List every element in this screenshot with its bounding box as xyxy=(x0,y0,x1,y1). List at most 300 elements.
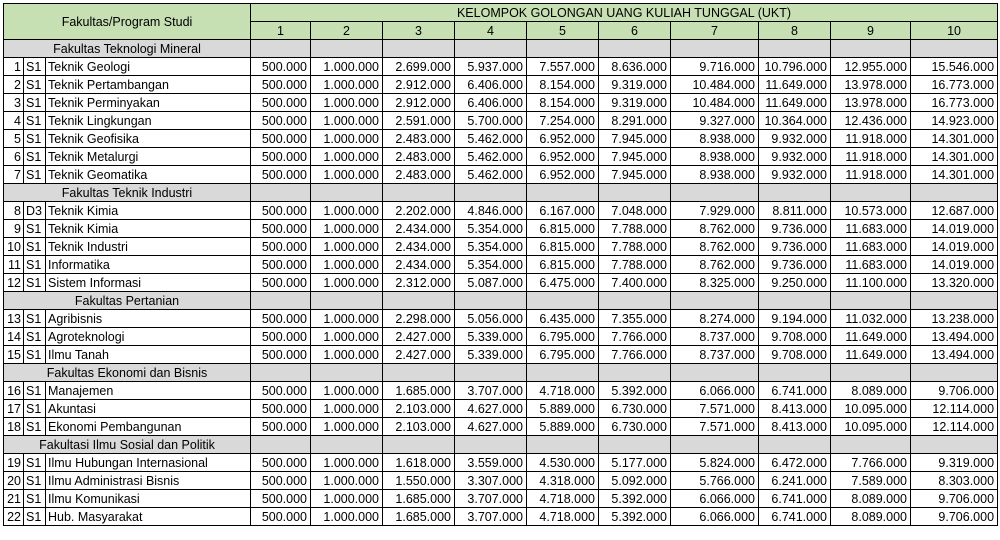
ukt-amount: 8.737.000 xyxy=(671,346,759,364)
ukt-amount: 6.406.000 xyxy=(455,94,527,112)
row-number: 18 xyxy=(4,418,24,436)
table-row xyxy=(4,238,998,256)
ukt-amount: 11.649.000 xyxy=(759,76,831,94)
empty-cell xyxy=(311,436,383,454)
ukt-amount: 6.730.000 xyxy=(599,418,671,436)
ukt-amount: 1.000.000 xyxy=(311,346,383,364)
ukt-amount: 1.000.000 xyxy=(311,166,383,184)
faculty-title: Fakultas Teknik Industri xyxy=(4,184,251,202)
ukt-amount: 500.000 xyxy=(251,418,311,436)
ukt-amount: 6.795.000 xyxy=(527,328,599,346)
faculty-section-row xyxy=(4,292,998,310)
empty-cell xyxy=(759,184,831,202)
ukt-amount: 12.687.000 xyxy=(911,202,998,220)
table-row xyxy=(4,346,998,364)
empty-cell xyxy=(251,436,311,454)
row-number: 19 xyxy=(4,454,24,472)
ukt-group-header: 8 xyxy=(759,22,831,40)
ukt-amount: 9.708.000 xyxy=(759,328,831,346)
program-name: Ilmu Komunikasi xyxy=(46,490,251,508)
ukt-amount: 2.202.000 xyxy=(383,202,455,220)
ukt-amount: 6.952.000 xyxy=(527,130,599,148)
ukt-amount: 5.092.000 xyxy=(599,472,671,490)
row-number: 14 xyxy=(4,328,24,346)
ukt-amount: 6.066.000 xyxy=(671,490,759,508)
program-name: Teknik Perminyakan xyxy=(46,94,251,112)
ukt-amount: 12.436.000 xyxy=(831,112,911,130)
program-level: S1 xyxy=(24,58,46,76)
row-number: 5 xyxy=(4,130,24,148)
ukt-amount: 14.019.000 xyxy=(911,220,998,238)
faculty-section-row xyxy=(4,184,998,202)
row-number: 10 xyxy=(4,238,24,256)
empty-cell xyxy=(383,436,455,454)
ukt-amount: 6.952.000 xyxy=(527,166,599,184)
empty-cell xyxy=(455,40,527,58)
row-number: 13 xyxy=(4,310,24,328)
empty-cell xyxy=(527,40,599,58)
empty-cell xyxy=(455,292,527,310)
ukt-amount: 9.327.000 xyxy=(671,112,759,130)
ukt-amount: 500.000 xyxy=(251,76,311,94)
ukt-group-title: KELOMPOK GOLONGAN UANG KULIAH TUNGGAL (UKT) xyxy=(251,4,998,22)
ukt-amount: 1.000.000 xyxy=(311,400,383,418)
ukt-amount: 11.032.000 xyxy=(831,310,911,328)
ukt-amount: 7.929.000 xyxy=(671,202,759,220)
ukt-amount: 2.483.000 xyxy=(383,130,455,148)
ukt-amount: 7.945.000 xyxy=(599,130,671,148)
ukt-amount: 500.000 xyxy=(251,238,311,256)
ukt-amount: 1.685.000 xyxy=(383,382,455,400)
faculty-title: Fakultas Pertanian xyxy=(4,292,251,310)
ukt-amount: 1.000.000 xyxy=(311,58,383,76)
ukt-amount: 4.627.000 xyxy=(455,400,527,418)
ukt-amount: 6.795.000 xyxy=(527,346,599,364)
faculty-title: Fakultas Ekonomi dan Bisnis xyxy=(4,364,251,382)
empty-cell xyxy=(831,40,911,58)
ukt-amount: 1.000.000 xyxy=(311,382,383,400)
empty-cell xyxy=(671,40,759,58)
ukt-amount: 11.100.000 xyxy=(831,274,911,292)
ukt-amount: 500.000 xyxy=(251,454,311,472)
row-number: 1 xyxy=(4,58,24,76)
table-row xyxy=(4,472,998,490)
ukt-amount: 1.000.000 xyxy=(311,112,383,130)
ukt-amount: 5.056.000 xyxy=(455,310,527,328)
ukt-amount: 10.573.000 xyxy=(831,202,911,220)
ukt-amount: 7.788.000 xyxy=(599,256,671,274)
empty-cell xyxy=(911,40,998,58)
program-name: Akuntasi xyxy=(46,400,251,418)
program-level: S1 xyxy=(24,472,46,490)
ukt-amount: 500.000 xyxy=(251,130,311,148)
ukt-amount: 1.000.000 xyxy=(311,130,383,148)
ukt-amount: 7.557.000 xyxy=(527,58,599,76)
ukt-amount: 11.683.000 xyxy=(831,238,911,256)
ukt-amount: 1.000.000 xyxy=(311,328,383,346)
ukt-amount: 16.773.000 xyxy=(911,94,998,112)
ukt-amount: 4.846.000 xyxy=(455,202,527,220)
empty-cell xyxy=(671,364,759,382)
row-number: 4 xyxy=(4,112,24,130)
ukt-amount: 1.000.000 xyxy=(311,454,383,472)
program-level: S1 xyxy=(24,130,46,148)
program-name: Teknik Lingkungan xyxy=(46,112,251,130)
ukt-amount: 1.000.000 xyxy=(311,238,383,256)
ukt-amount: 16.773.000 xyxy=(911,76,998,94)
empty-cell xyxy=(383,292,455,310)
table-row xyxy=(4,94,998,112)
ukt-amount: 500.000 xyxy=(251,220,311,238)
ukt-amount: 1.685.000 xyxy=(383,490,455,508)
ukt-amount: 4.718.000 xyxy=(527,382,599,400)
program-level: S1 xyxy=(24,256,46,274)
ukt-amount: 500.000 xyxy=(251,400,311,418)
empty-cell xyxy=(527,364,599,382)
ukt-amount: 2.427.000 xyxy=(383,346,455,364)
ukt-amount: 6.741.000 xyxy=(759,508,831,526)
program-name: Hub. Masyarakat xyxy=(46,508,251,526)
table-row xyxy=(4,328,998,346)
ukt-amount: 8.089.000 xyxy=(831,382,911,400)
ukt-amount: 4.627.000 xyxy=(455,418,527,436)
row-number: 8 xyxy=(4,202,24,220)
row-number: 3 xyxy=(4,94,24,112)
empty-cell xyxy=(831,364,911,382)
ukt-amount: 1.000.000 xyxy=(311,202,383,220)
program-level: S1 xyxy=(24,418,46,436)
program-name: Teknik Metalurgi xyxy=(46,148,251,166)
ukt-amount: 9.708.000 xyxy=(759,346,831,364)
ukt-amount: 7.589.000 xyxy=(831,472,911,490)
ukt-amount: 500.000 xyxy=(251,472,311,490)
ukt-amount: 1.550.000 xyxy=(383,472,455,490)
ukt-amount: 500.000 xyxy=(251,490,311,508)
empty-cell xyxy=(251,40,311,58)
row-number: 17 xyxy=(4,400,24,418)
program-level: D3 xyxy=(24,202,46,220)
ukt-amount: 5.339.000 xyxy=(455,328,527,346)
ukt-amount: 10.095.000 xyxy=(831,400,911,418)
row-number: 21 xyxy=(4,490,24,508)
program-level: S1 xyxy=(24,454,46,472)
program-name: Agribisnis xyxy=(46,310,251,328)
ukt-amount: 8.303.000 xyxy=(911,472,998,490)
ukt-amount: 2.912.000 xyxy=(383,76,455,94)
ukt-amount: 6.406.000 xyxy=(455,76,527,94)
ukt-amount: 14.019.000 xyxy=(911,256,998,274)
empty-cell xyxy=(671,184,759,202)
ukt-amount: 1.000.000 xyxy=(311,418,383,436)
program-name: Ekonomi Pembangunan xyxy=(46,418,251,436)
ukt-amount: 8.762.000 xyxy=(671,256,759,274)
ukt-amount: 7.945.000 xyxy=(599,166,671,184)
ukt-amount: 500.000 xyxy=(251,328,311,346)
ukt-amount: 1.000.000 xyxy=(311,256,383,274)
ukt-amount: 7.788.000 xyxy=(599,238,671,256)
empty-cell xyxy=(527,292,599,310)
ukt-amount: 3.559.000 xyxy=(455,454,527,472)
ukt-amount: 11.649.000 xyxy=(831,328,911,346)
ukt-amount: 11.649.000 xyxy=(831,346,911,364)
program-level: S1 xyxy=(24,382,46,400)
ukt-amount: 9.736.000 xyxy=(759,256,831,274)
ukt-amount: 8.938.000 xyxy=(671,166,759,184)
ukt-amount: 9.319.000 xyxy=(911,454,998,472)
ukt-amount: 13.494.000 xyxy=(911,346,998,364)
ukt-amount: 8.325.000 xyxy=(671,274,759,292)
ukt-amount: 9.736.000 xyxy=(759,238,831,256)
ukt-amount: 5.937.000 xyxy=(455,58,527,76)
ukt-amount: 1.000.000 xyxy=(311,472,383,490)
ukt-amount: 14.301.000 xyxy=(911,166,998,184)
ukt-amount: 6.472.000 xyxy=(759,454,831,472)
ukt-amount: 11.683.000 xyxy=(831,256,911,274)
ukt-amount: 8.291.000 xyxy=(599,112,671,130)
ukt-amount: 1.000.000 xyxy=(311,274,383,292)
ukt-amount: 9.194.000 xyxy=(759,310,831,328)
table-row xyxy=(4,256,998,274)
ukt-amount: 3.307.000 xyxy=(455,472,527,490)
ukt-amount: 8.636.000 xyxy=(599,58,671,76)
ukt-amount: 8.811.000 xyxy=(759,202,831,220)
ukt-amount: 2.483.000 xyxy=(383,148,455,166)
ukt-amount: 8.089.000 xyxy=(831,490,911,508)
ukt-amount: 9.932.000 xyxy=(759,148,831,166)
empty-cell xyxy=(311,364,383,382)
ukt-group-header: 2 xyxy=(311,22,383,40)
ukt-amount: 8.762.000 xyxy=(671,220,759,238)
program-level: S1 xyxy=(24,508,46,526)
ukt-amount: 2.103.000 xyxy=(383,400,455,418)
ukt-amount: 8.737.000 xyxy=(671,328,759,346)
row-number: 16 xyxy=(4,382,24,400)
ukt-amount: 500.000 xyxy=(251,382,311,400)
ukt-amount: 1.000.000 xyxy=(311,508,383,526)
ukt-amount: 1.000.000 xyxy=(311,94,383,112)
ukt-amount: 7.788.000 xyxy=(599,220,671,238)
ukt-amount: 2.434.000 xyxy=(383,256,455,274)
ukt-group-header: 10 xyxy=(911,22,998,40)
ukt-amount: 8.154.000 xyxy=(527,76,599,94)
ukt-amount: 4.318.000 xyxy=(527,472,599,490)
ukt-amount: 5.392.000 xyxy=(599,382,671,400)
table-row xyxy=(4,112,998,130)
ukt-amount: 10.484.000 xyxy=(671,94,759,112)
empty-cell xyxy=(671,292,759,310)
program-name: Ilmu Tanah xyxy=(46,346,251,364)
ukt-amount: 8.938.000 xyxy=(671,130,759,148)
ukt-amount: 12.114.000 xyxy=(911,418,998,436)
ukt-amount: 7.571.000 xyxy=(671,400,759,418)
faculty-section-row xyxy=(4,436,998,454)
ukt-amount: 5.354.000 xyxy=(455,256,527,274)
row-number: 9 xyxy=(4,220,24,238)
ukt-amount: 5.392.000 xyxy=(599,490,671,508)
program-level: S1 xyxy=(24,310,46,328)
empty-cell xyxy=(831,292,911,310)
ukt-amount: 7.766.000 xyxy=(831,454,911,472)
table-row xyxy=(4,274,998,292)
program-name: Teknik Kimia xyxy=(46,220,251,238)
row-number: 6 xyxy=(4,148,24,166)
empty-cell xyxy=(911,436,998,454)
ukt-amount: 13.978.000 xyxy=(831,94,911,112)
ukt-amount: 11.918.000 xyxy=(831,166,911,184)
ukt-amount: 8.762.000 xyxy=(671,238,759,256)
ukt-amount: 8.413.000 xyxy=(759,418,831,436)
ukt-amount: 1.000.000 xyxy=(311,148,383,166)
ukt-amount: 1.000.000 xyxy=(311,310,383,328)
ukt-amount: 6.475.000 xyxy=(527,274,599,292)
ukt-amount: 11.918.000 xyxy=(831,148,911,166)
ukt-group-header: 6 xyxy=(599,22,671,40)
table-row xyxy=(4,490,998,508)
ukt-amount: 9.319.000 xyxy=(599,76,671,94)
ukt-amount: 10.484.000 xyxy=(671,76,759,94)
ukt-amount: 5.354.000 xyxy=(455,220,527,238)
ukt-amount: 500.000 xyxy=(251,508,311,526)
ukt-amount: 14.019.000 xyxy=(911,238,998,256)
ukt-amount: 5.824.000 xyxy=(671,454,759,472)
ukt-amount: 10.095.000 xyxy=(831,418,911,436)
ukt-group-header: 5 xyxy=(527,22,599,40)
program-level: S1 xyxy=(24,328,46,346)
row-number: 22 xyxy=(4,508,24,526)
row-number: 12 xyxy=(4,274,24,292)
ukt-amount: 7.766.000 xyxy=(599,328,671,346)
ukt-amount: 4.718.000 xyxy=(527,490,599,508)
ukt-amount: 2.699.000 xyxy=(383,58,455,76)
empty-cell xyxy=(527,436,599,454)
empty-cell xyxy=(251,292,311,310)
ukt-amount: 500.000 xyxy=(251,202,311,220)
ukt-amount: 500.000 xyxy=(251,166,311,184)
empty-cell xyxy=(383,184,455,202)
program-level: S1 xyxy=(24,220,46,238)
empty-cell xyxy=(599,292,671,310)
ukt-amount: 11.918.000 xyxy=(831,130,911,148)
faculty-title: Fakultasi Ilmu Sosial dan Politik xyxy=(4,436,251,454)
ukt-amount: 5.354.000 xyxy=(455,238,527,256)
empty-cell xyxy=(599,184,671,202)
ukt-amount: 13.978.000 xyxy=(831,76,911,94)
empty-cell xyxy=(311,184,383,202)
ukt-amount: 8.274.000 xyxy=(671,310,759,328)
ukt-amount: 1.685.000 xyxy=(383,508,455,526)
faculty-section-row xyxy=(4,40,998,58)
empty-cell xyxy=(831,436,911,454)
empty-cell xyxy=(455,364,527,382)
ukt-amount: 6.741.000 xyxy=(759,490,831,508)
ukt-amount: 9.932.000 xyxy=(759,130,831,148)
ukt-amount: 6.435.000 xyxy=(527,310,599,328)
program-name: Agroteknologi xyxy=(46,328,251,346)
ukt-amount: 11.649.000 xyxy=(759,94,831,112)
table-row xyxy=(4,166,998,184)
ukt-amount: 2.427.000 xyxy=(383,328,455,346)
program-name: Teknik Industri xyxy=(46,238,251,256)
program-name: Manajemen xyxy=(46,382,251,400)
ukt-amount: 7.571.000 xyxy=(671,418,759,436)
empty-cell xyxy=(911,364,998,382)
ukt-amount: 2.434.000 xyxy=(383,238,455,256)
ukt-amount: 7.048.000 xyxy=(599,202,671,220)
empty-cell xyxy=(911,292,998,310)
table-row xyxy=(4,454,998,472)
ukt-amount: 12.955.000 xyxy=(831,58,911,76)
ukt-amount: 8.089.000 xyxy=(831,508,911,526)
ukt-amount: 13.320.000 xyxy=(911,274,998,292)
ukt-amount: 3.707.000 xyxy=(455,490,527,508)
empty-cell xyxy=(759,40,831,58)
row-number: 7 xyxy=(4,166,24,184)
ukt-amount: 14.301.000 xyxy=(911,130,998,148)
empty-cell xyxy=(527,184,599,202)
ukt-amount: 500.000 xyxy=(251,58,311,76)
faculty-section-row xyxy=(4,364,998,382)
table-row xyxy=(4,400,998,418)
table-row xyxy=(4,382,998,400)
ukt-amount: 6.815.000 xyxy=(527,256,599,274)
ukt-amount: 7.254.000 xyxy=(527,112,599,130)
ukt-amount: 10.796.000 xyxy=(759,58,831,76)
program-name: Teknik Geofisika xyxy=(46,130,251,148)
ukt-amount: 10.364.000 xyxy=(759,112,831,130)
ukt-amount: 8.413.000 xyxy=(759,400,831,418)
empty-cell xyxy=(251,184,311,202)
ukt-amount: 500.000 xyxy=(251,94,311,112)
program-name: Teknik Pertambangan xyxy=(46,76,251,94)
empty-cell xyxy=(759,292,831,310)
ukt-amount: 9.932.000 xyxy=(759,166,831,184)
ukt-amount: 6.952.000 xyxy=(527,148,599,166)
ukt-amount: 2.591.000 xyxy=(383,112,455,130)
ukt-amount: 5.462.000 xyxy=(455,166,527,184)
ukt-amount: 9.706.000 xyxy=(911,382,998,400)
ukt-amount: 6.066.000 xyxy=(671,382,759,400)
ukt-amount: 500.000 xyxy=(251,148,311,166)
ukt-amount: 5.339.000 xyxy=(455,346,527,364)
ukt-amount: 3.707.000 xyxy=(455,382,527,400)
program-name: Sistem Informasi xyxy=(46,274,251,292)
empty-cell xyxy=(383,364,455,382)
empty-cell xyxy=(455,184,527,202)
ukt-amount: 11.683.000 xyxy=(831,220,911,238)
program-name: Teknik Kimia xyxy=(46,202,251,220)
row-number: 11 xyxy=(4,256,24,274)
ukt-group-header: 9 xyxy=(831,22,911,40)
ukt-amount: 12.114.000 xyxy=(911,400,998,418)
program-name: Teknik Geomatika xyxy=(46,166,251,184)
ukt-amount: 6.815.000 xyxy=(527,220,599,238)
ukt-amount: 14.923.000 xyxy=(911,112,998,130)
program-level: S1 xyxy=(24,400,46,418)
ukt-amount: 5.177.000 xyxy=(599,454,671,472)
ukt-amount: 13.238.000 xyxy=(911,310,998,328)
table-row xyxy=(4,148,998,166)
empty-cell xyxy=(599,364,671,382)
ukt-amount: 5.766.000 xyxy=(671,472,759,490)
empty-cell xyxy=(311,292,383,310)
ukt-amount: 3.707.000 xyxy=(455,508,527,526)
program-level: S1 xyxy=(24,148,46,166)
ukt-amount: 9.736.000 xyxy=(759,220,831,238)
ukt-amount: 9.706.000 xyxy=(911,490,998,508)
ukt-amount: 8.938.000 xyxy=(671,148,759,166)
table-row xyxy=(4,310,998,328)
table-row xyxy=(4,418,998,436)
